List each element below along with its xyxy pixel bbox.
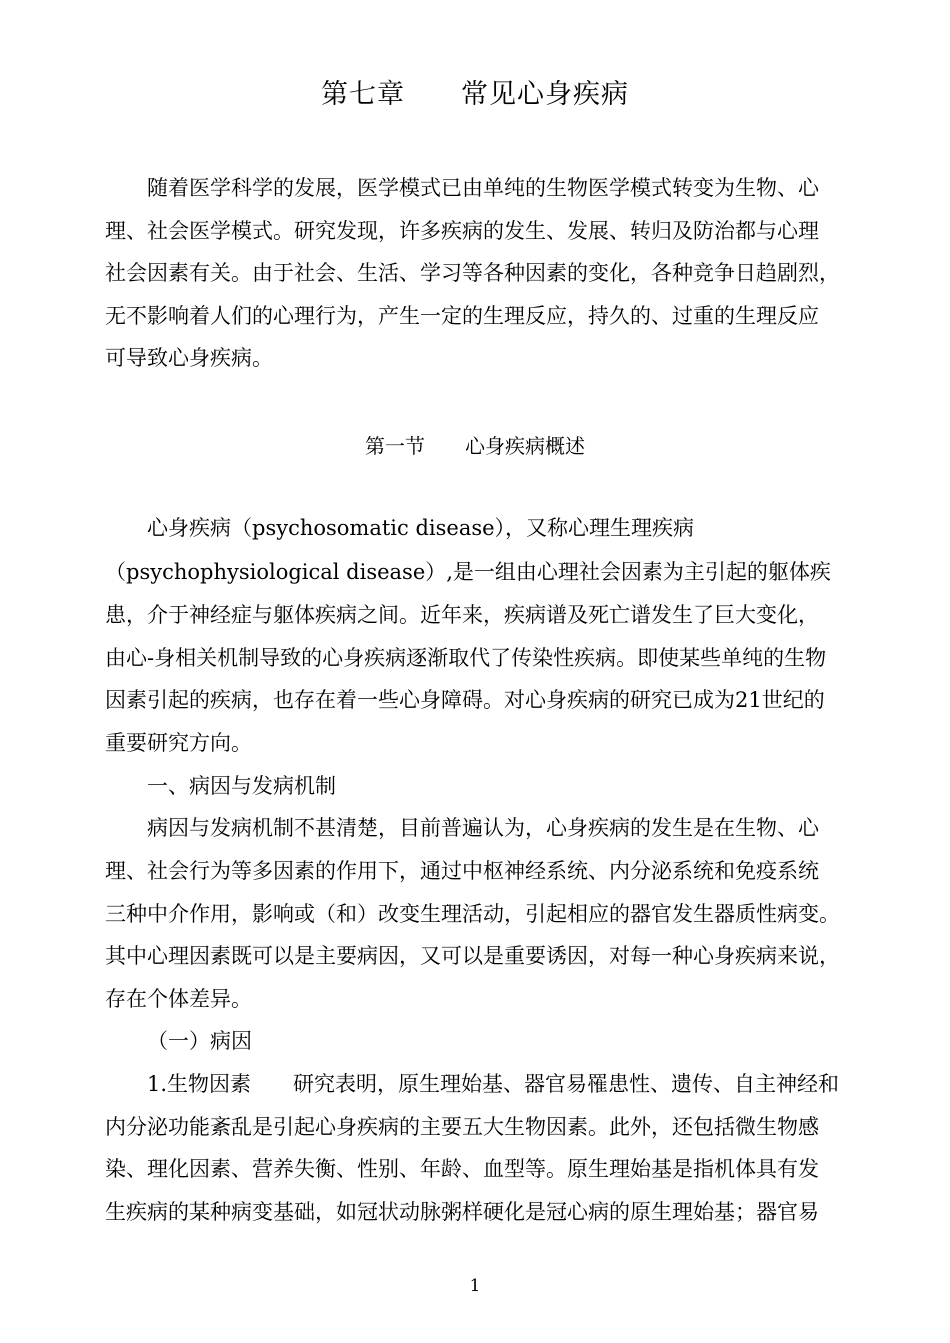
intro-line: 随着医学科学的发展，医学模式已由单纯的生物医学模式转变为生物、心 (147, 176, 819, 200)
mechanism-line: 三种中介作用，影响或（和）改变生理活动，引起相应的器官发生器质性病变。 (105, 902, 840, 926)
mechanism-line: 理、社会行为等多因素的作用下，通过中枢神经系统、内分泌系统和免疫系统 (105, 859, 819, 883)
biological-line: 染、理化因素、营养失衡、性别、年龄、血型等。原生理始基是指机体具有发 (105, 1157, 819, 1181)
definition-line: 心身疾病（psychosomatic disease），又称心理生理疾病 (147, 516, 695, 540)
biological-line: 生疾病的某种病变基础，如冠状动脉粥样硬化是冠心病的原生理始基；器官易 (105, 1200, 819, 1224)
subheading-etiology: （一）病因 (147, 1029, 252, 1053)
section-title: 第一节 心身疾病概述 (365, 434, 585, 458)
definition-line: 重要研究方向。 (105, 731, 252, 755)
definition-line: 由心-身相关机制导致的心身疾病逐渐取代了传染性疾病。即使某些单纯的生物 (105, 646, 827, 670)
definition-line: 因素引起的疾病，也存在着一些心身障碍。对心身疾病的研究已成为21世纪的 (105, 688, 825, 712)
mechanism-line: 其中心理因素既可以是主要病因，又可以是重要诱因，对每一种心身疾病来说， (105, 944, 840, 968)
intro-line: 无不影响着人们的心理行为，产生一定的生理反应，持久的、过重的生理反应 (105, 304, 819, 328)
definition-line: （psychophysiological disease）,是一组由心理社会因素为主引起的躯体疾 (105, 560, 831, 584)
intro-line: 理、社会医学模式。研究发现，许多疾病的发生、发展、转归及防治都与心理 (105, 219, 819, 243)
intro-line: 可导致心身疾病。 (105, 346, 273, 370)
heading-etiology-mechanism: 一、病因与发病机制 (147, 774, 336, 798)
mechanism-line: 存在个体差异。 (105, 987, 252, 1011)
chapter-title: 第七章 常见心身疾病 (321, 79, 629, 110)
mechanism-line: 病因与发病机制不甚清楚，目前普遍认为，心身疾病的发生是在生物、心 (147, 816, 819, 840)
biological-line: 内分泌功能紊乱是引起心身疾病的主要五大生物因素。此外，还包括微生物感 (105, 1115, 819, 1139)
intro-line: 社会因素有关。由于社会、生活、学习等各种因素的变化，各种竞争日趋剧烈， (105, 261, 840, 285)
biological-line: 1.生物因素 研究表明，原生理始基、器官易罹患性、遗传、自主神经和 (147, 1072, 840, 1096)
definition-line: 患，介于神经症与躯体疾病之间。近年来，疾病谱及死亡谱发生了巨大变化， (105, 603, 819, 627)
page-number: 1 (469, 1276, 481, 1296)
